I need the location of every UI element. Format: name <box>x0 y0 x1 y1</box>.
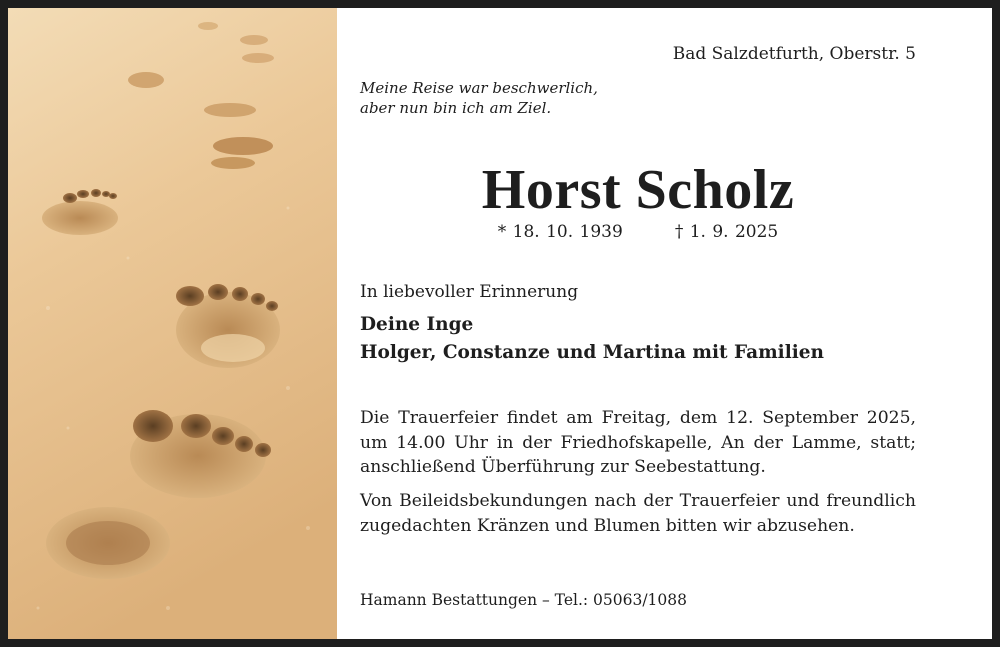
undertaker-contact: Hamann Bestattungen – Tel.: 05063/1088 <box>360 591 687 609</box>
life-dates <box>360 222 916 242</box>
notice-text <box>360 8 916 639</box>
motto-line: Meine Reise war beschwerlich, <box>360 79 598 97</box>
memory-line: In liebevoller Erinnerung <box>360 282 579 302</box>
deceased-name: Horst Scholz <box>481 159 795 221</box>
motto-line: aber nun bin ich am Ziel. <box>360 99 552 117</box>
condolence-paragraph: Von Beileidsbekundungen nach der Trauerfeier und freundlich zugedachten Kränzen und Blumen bitten wir abzusehen. <box>360 491 916 536</box>
mourner-line: Holger, Constanze und Martina mit Familien <box>360 342 824 363</box>
mourner-line: Deine Inge <box>360 314 474 335</box>
birth-date: * 18. 10. 1939 <box>497 222 623 242</box>
ceremony-paragraph: Die Trauerfeier findet am Freitag, dem 12. September 2025, um 14.00 Uhr in der Friedhofskapelle, An der Lamme, statt; anschließend Überführung zur Seebestattung. <box>360 408 916 477</box>
address: Bad Salzdetfurth, Oberstr. 5 <box>672 44 916 64</box>
death-date: † 1. 9. 2025 <box>674 222 779 242</box>
footprints-in-sand-image <box>8 8 337 639</box>
motto <box>360 78 598 118</box>
